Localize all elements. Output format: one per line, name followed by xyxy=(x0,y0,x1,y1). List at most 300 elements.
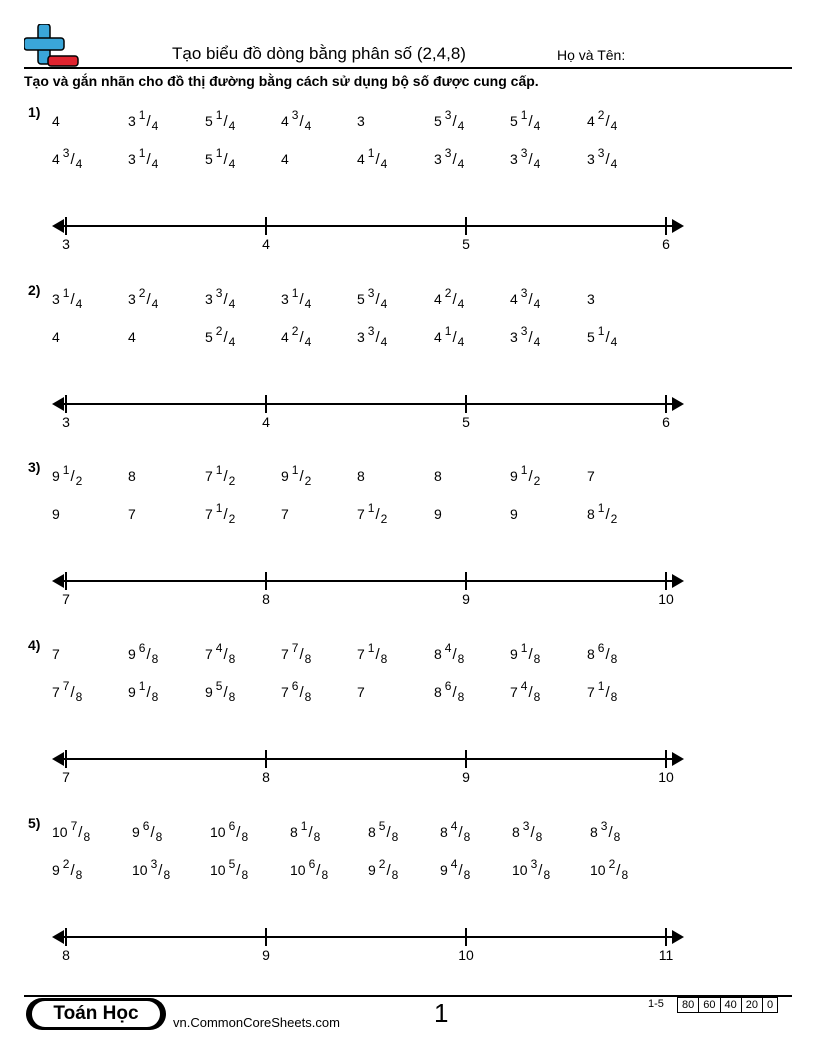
fraction-slash: / xyxy=(223,468,228,485)
left-arrow-icon xyxy=(52,219,64,233)
denominator: 8 xyxy=(163,868,171,882)
number-value xyxy=(434,679,465,704)
problem-number: 1) xyxy=(28,104,41,120)
denominator: 4 xyxy=(304,119,312,133)
whole-part: 4 xyxy=(587,113,595,129)
whole-part: 4 xyxy=(434,329,442,345)
name-label: Họ và Tên: xyxy=(557,47,626,63)
fraction-slash: / xyxy=(70,291,75,308)
denominator: 8 xyxy=(75,868,83,882)
whole-part: 8 xyxy=(587,646,595,662)
numerator: 1 xyxy=(62,463,70,477)
number-value xyxy=(357,114,365,128)
numerator: 3 xyxy=(444,108,452,122)
number-value xyxy=(205,501,236,526)
numerator: 6 xyxy=(308,857,316,871)
whole-part: 3 xyxy=(357,113,365,129)
denominator: 8 xyxy=(610,690,618,704)
whole-part: 3 xyxy=(434,151,442,167)
denominator: 4 xyxy=(457,119,465,133)
numerator: 3 xyxy=(522,819,530,833)
denominator: 4 xyxy=(228,157,236,171)
fraction-slash: / xyxy=(146,684,151,701)
right-arrow-icon xyxy=(672,574,684,588)
denominator: 8 xyxy=(380,652,388,666)
number-value xyxy=(512,857,551,882)
denominator: 4 xyxy=(380,297,388,311)
problem-2 xyxy=(0,282,816,452)
fraction-slash: / xyxy=(608,824,613,841)
tick-label: 6 xyxy=(662,414,670,430)
fraction-slash: / xyxy=(70,468,75,485)
numerator: 1 xyxy=(138,146,146,160)
whole-part: 4 xyxy=(52,151,60,167)
numerator: 1 xyxy=(367,641,375,655)
numerator: 1 xyxy=(597,679,605,693)
numerator: 1 xyxy=(520,108,528,122)
whole-part: 10 xyxy=(52,824,68,840)
fraction-slash: / xyxy=(150,824,155,841)
number-value xyxy=(52,679,83,704)
numerator: 7 xyxy=(291,641,299,655)
plus-minus-logo-icon xyxy=(24,24,80,68)
tick-label: 9 xyxy=(462,591,470,607)
score-table xyxy=(677,997,778,1013)
numerator: 6 xyxy=(444,679,452,693)
numerator: 2 xyxy=(597,108,605,122)
number-value xyxy=(587,679,618,704)
numerator: 1 xyxy=(291,286,299,300)
tick-label: 4 xyxy=(262,236,270,252)
denominator: 8 xyxy=(228,652,236,666)
whole-part: 8 xyxy=(434,468,442,484)
right-arrow-icon xyxy=(672,397,684,411)
number-value xyxy=(52,330,60,344)
left-arrow-icon xyxy=(52,574,64,588)
whole-part: 9 xyxy=(52,862,60,878)
number-value xyxy=(434,108,465,133)
numerator: 3 xyxy=(520,286,528,300)
numerator: 1 xyxy=(444,324,452,338)
fraction-slash: / xyxy=(452,151,457,168)
numerator: 2 xyxy=(62,857,70,871)
denominator: 4 xyxy=(457,297,465,311)
denominator: 8 xyxy=(391,830,399,844)
problem-5 xyxy=(0,815,816,985)
fraction-slash: / xyxy=(528,684,533,701)
whole-part: 4 xyxy=(510,291,518,307)
whole-part: 10 xyxy=(210,824,226,840)
number-line-graphic xyxy=(52,216,688,236)
denominator: 8 xyxy=(75,690,83,704)
denominator: 4 xyxy=(151,157,159,171)
tick-label: 5 xyxy=(462,414,470,430)
whole-part: 3 xyxy=(205,291,213,307)
number-value xyxy=(357,324,388,349)
problem-number: 2) xyxy=(28,282,41,298)
fraction-slash: / xyxy=(146,646,151,663)
page-number: 1 xyxy=(434,998,449,1028)
denominator: 2 xyxy=(380,512,388,526)
number-value xyxy=(52,114,60,128)
denominator: 8 xyxy=(457,652,465,666)
number-value xyxy=(512,819,543,844)
whole-part: 3 xyxy=(587,151,595,167)
number-value xyxy=(132,857,171,882)
number-value xyxy=(368,819,399,844)
whole-part: 4 xyxy=(52,329,60,345)
numerator: 3 xyxy=(597,146,605,160)
number-value xyxy=(210,819,249,844)
score-cell: 0 xyxy=(762,998,777,1012)
score-cell: 20 xyxy=(741,998,762,1012)
tick-label: 7 xyxy=(62,769,70,785)
number-value xyxy=(52,507,60,521)
number-value xyxy=(281,463,312,488)
numerator: 7 xyxy=(62,679,70,693)
number-value xyxy=(128,330,136,344)
fraction-slash: / xyxy=(70,862,75,879)
denominator: 4 xyxy=(151,297,159,311)
numerator: 3 xyxy=(150,857,158,871)
whole-part: 10 xyxy=(132,862,148,878)
fraction-slash: / xyxy=(316,862,321,879)
numerator: 5 xyxy=(228,857,236,871)
whole-part: 9 xyxy=(510,468,518,484)
left-arrow-icon xyxy=(52,930,64,944)
numerator: 1 xyxy=(367,146,375,160)
number-value xyxy=(510,146,541,171)
whole-part: 3 xyxy=(357,329,365,345)
whole-part: 7 xyxy=(281,684,289,700)
whole-part: 7 xyxy=(205,468,213,484)
number-value xyxy=(290,819,321,844)
denominator: 8 xyxy=(313,830,321,844)
problem-number: 4) xyxy=(28,637,41,653)
number-value xyxy=(128,286,159,311)
number-line xyxy=(52,749,688,789)
whole-part: 8 xyxy=(440,824,448,840)
denominator: 4 xyxy=(610,335,618,349)
right-arrow-icon xyxy=(672,219,684,233)
fraction-slash: / xyxy=(375,291,380,308)
tick-label: 11 xyxy=(658,947,674,963)
numerator: 1 xyxy=(367,501,375,515)
number-line-graphic xyxy=(52,927,688,947)
whole-part: 9 xyxy=(434,506,442,522)
numerator: 1 xyxy=(300,819,308,833)
number-value xyxy=(590,819,621,844)
number-value xyxy=(128,507,136,521)
whole-part: 5 xyxy=(510,113,518,129)
page-title: Tạo biểu đồ dòng bằng phân số (2,4,8) xyxy=(172,44,466,63)
fraction-slash: / xyxy=(452,291,457,308)
number-value xyxy=(205,286,236,311)
numerator: 4 xyxy=(215,641,223,655)
fraction-slash: / xyxy=(616,862,621,879)
whole-part: 3 xyxy=(587,291,595,307)
whole-part: 5 xyxy=(205,151,213,167)
numerator: 1 xyxy=(138,108,146,122)
number-value xyxy=(587,501,618,526)
whole-part: 9 xyxy=(132,824,140,840)
number-value xyxy=(281,641,312,666)
whole-part: 10 xyxy=(290,862,306,878)
number-value xyxy=(587,469,595,483)
brand-badge xyxy=(26,998,166,1030)
whole-part: 7 xyxy=(510,684,518,700)
denominator: 8 xyxy=(535,830,543,844)
number-value xyxy=(357,685,365,699)
denominator: 4 xyxy=(457,335,465,349)
denominator: 8 xyxy=(533,690,541,704)
whole-part: 10 xyxy=(210,862,226,878)
denominator: 8 xyxy=(241,868,249,882)
fraction-slash: / xyxy=(146,151,151,168)
numerator: 2 xyxy=(608,857,616,871)
fraction-slash: / xyxy=(605,684,610,701)
fraction-slash: / xyxy=(375,151,380,168)
number-value xyxy=(434,469,442,483)
fraction-slash: / xyxy=(223,646,228,663)
fraction-slash: / xyxy=(299,468,304,485)
number-value xyxy=(205,679,236,704)
score-range: 1-5 xyxy=(648,998,664,1010)
numerator: 1 xyxy=(520,641,528,655)
number-line xyxy=(52,927,688,967)
denominator: 4 xyxy=(533,335,541,349)
number-value xyxy=(587,292,595,306)
denominator: 2 xyxy=(75,474,83,488)
number-value xyxy=(281,679,312,704)
number-value xyxy=(128,469,136,483)
numerator: 3 xyxy=(520,146,528,160)
number-value xyxy=(281,286,312,311)
numerator: 1 xyxy=(215,108,223,122)
numerator: 1 xyxy=(215,463,223,477)
number-value xyxy=(357,501,388,526)
denominator: 8 xyxy=(151,690,159,704)
tick-label: 5 xyxy=(462,236,470,252)
fraction-slash: / xyxy=(236,862,241,879)
numerator: 3 xyxy=(520,324,528,338)
denominator: 8 xyxy=(155,830,163,844)
whole-part: 8 xyxy=(290,824,298,840)
fraction-slash: / xyxy=(528,151,533,168)
fraction-slash: / xyxy=(299,646,304,663)
tick-label: 8 xyxy=(62,947,70,963)
number-value xyxy=(587,146,618,171)
whole-part: 4 xyxy=(281,151,289,167)
denominator: 8 xyxy=(228,690,236,704)
number-value xyxy=(281,152,289,166)
number-value xyxy=(205,641,236,666)
number-value xyxy=(52,146,83,171)
denominator: 4 xyxy=(151,119,159,133)
number-value xyxy=(357,286,388,311)
denominator: 4 xyxy=(380,335,388,349)
numerator: 6 xyxy=(138,641,146,655)
fraction-slash: / xyxy=(146,291,151,308)
number-value xyxy=(510,286,541,311)
whole-part: 8 xyxy=(512,824,520,840)
fraction-slash: / xyxy=(530,824,535,841)
whole-part: 5 xyxy=(205,329,213,345)
whole-part: 3 xyxy=(128,151,136,167)
problem-number: 3) xyxy=(28,459,41,475)
numerator: 5 xyxy=(215,679,223,693)
denominator: 8 xyxy=(321,868,329,882)
fraction-slash: / xyxy=(538,862,543,879)
denominator: 8 xyxy=(151,652,159,666)
number-line xyxy=(52,394,688,434)
denominator: 8 xyxy=(457,690,465,704)
denominator: 4 xyxy=(304,335,312,349)
fraction-slash: / xyxy=(299,329,304,346)
number-value xyxy=(205,108,236,133)
whole-part: 7 xyxy=(357,506,365,522)
number-value xyxy=(587,641,618,666)
numerator: 7 xyxy=(70,819,78,833)
tick-label: 9 xyxy=(262,947,270,963)
left-arrow-icon xyxy=(52,397,64,411)
fraction-slash: / xyxy=(452,646,457,663)
denominator: 4 xyxy=(228,335,236,349)
whole-part: 9 xyxy=(52,468,60,484)
number-value xyxy=(510,108,541,133)
fraction-slash: / xyxy=(452,684,457,701)
numerator: 1 xyxy=(62,286,70,300)
number-value xyxy=(128,679,159,704)
number-value xyxy=(357,469,365,483)
denominator: 4 xyxy=(610,119,618,133)
fraction-slash: / xyxy=(308,824,313,841)
numerator: 1 xyxy=(215,146,223,160)
tick-label: 6 xyxy=(662,236,670,252)
numerator: 4 xyxy=(450,819,458,833)
tick-label: 8 xyxy=(262,769,270,785)
fraction-slash: / xyxy=(528,468,533,485)
number-value xyxy=(434,146,465,171)
brand-label: Toán Học xyxy=(32,1001,160,1027)
tick-label: 10 xyxy=(658,591,674,607)
numerator: 2 xyxy=(291,324,299,338)
numerator: 2 xyxy=(215,324,223,338)
whole-part: 8 xyxy=(434,684,442,700)
number-line-graphic xyxy=(52,571,688,591)
numerator: 1 xyxy=(520,463,528,477)
whole-part: 4 xyxy=(128,329,136,345)
fraction-slash: / xyxy=(236,824,241,841)
numerator: 5 xyxy=(378,819,386,833)
whole-part: 9 xyxy=(368,862,376,878)
denominator: 4 xyxy=(75,297,83,311)
whole-part: 5 xyxy=(587,329,595,345)
whole-part: 4 xyxy=(357,151,365,167)
fraction-slash: / xyxy=(458,824,463,841)
denominator: 4 xyxy=(610,157,618,171)
fraction-slash: / xyxy=(528,329,533,346)
whole-part: 7 xyxy=(281,506,289,522)
right-arrow-icon xyxy=(672,752,684,766)
whole-part: 9 xyxy=(281,468,289,484)
whole-part: 3 xyxy=(510,329,518,345)
numerator: 4 xyxy=(444,641,452,655)
numerator: 3 xyxy=(367,324,375,338)
denominator: 2 xyxy=(304,474,312,488)
number-value xyxy=(587,324,618,349)
tick-label: 3 xyxy=(62,414,70,430)
numerator: 1 xyxy=(215,501,223,515)
numerator: 3 xyxy=(367,286,375,300)
tick-label: 7 xyxy=(62,591,70,607)
problem-1 xyxy=(0,104,816,274)
whole-part: 5 xyxy=(205,113,213,129)
whole-part: 5 xyxy=(357,291,365,307)
number-value xyxy=(587,108,618,133)
number-value xyxy=(590,857,629,882)
denominator: 4 xyxy=(75,157,83,171)
whole-part: 7 xyxy=(587,468,595,484)
number-value xyxy=(434,286,465,311)
score-cell: 40 xyxy=(720,998,741,1012)
number-value xyxy=(434,507,442,521)
header-divider xyxy=(24,67,792,69)
denominator: 8 xyxy=(241,830,249,844)
whole-part: 4 xyxy=(434,291,442,307)
fraction-slash: / xyxy=(458,862,463,879)
number-value xyxy=(357,641,388,666)
fraction-slash: / xyxy=(223,684,228,701)
denominator: 4 xyxy=(533,119,541,133)
number-line-graphic xyxy=(52,394,688,414)
site-url: vn.CommonCoreSheets.com xyxy=(173,1015,340,1030)
number-line-graphic xyxy=(52,749,688,769)
numerator: 3 xyxy=(62,146,70,160)
fraction-slash: / xyxy=(146,113,151,130)
whole-part: 4 xyxy=(281,113,289,129)
number-value xyxy=(357,146,388,171)
tick-label: 10 xyxy=(658,769,674,785)
number-line xyxy=(52,571,688,611)
whole-part: 9 xyxy=(510,646,518,662)
fraction-slash: / xyxy=(78,824,83,841)
whole-part: 8 xyxy=(368,824,376,840)
tick-label: 4 xyxy=(262,414,270,430)
whole-part: 7 xyxy=(52,646,60,662)
numerator: 2 xyxy=(378,857,386,871)
whole-part: 3 xyxy=(510,151,518,167)
numerator: 3 xyxy=(530,857,538,871)
fraction-slash: / xyxy=(605,646,610,663)
whole-part: 7 xyxy=(128,506,136,522)
whole-part: 3 xyxy=(128,113,136,129)
number-value xyxy=(290,857,329,882)
denominator: 4 xyxy=(533,297,541,311)
number-value xyxy=(510,679,541,704)
whole-part: 9 xyxy=(440,862,448,878)
denominator: 4 xyxy=(228,297,236,311)
number-value xyxy=(281,507,289,521)
tick-label: 3 xyxy=(62,236,70,252)
number-value xyxy=(205,463,236,488)
fraction-slash: / xyxy=(223,329,228,346)
numerator: 6 xyxy=(291,679,299,693)
number-value xyxy=(440,819,471,844)
number-value xyxy=(128,108,159,133)
score-cell: 60 xyxy=(698,998,719,1012)
problem-4 xyxy=(0,637,816,807)
